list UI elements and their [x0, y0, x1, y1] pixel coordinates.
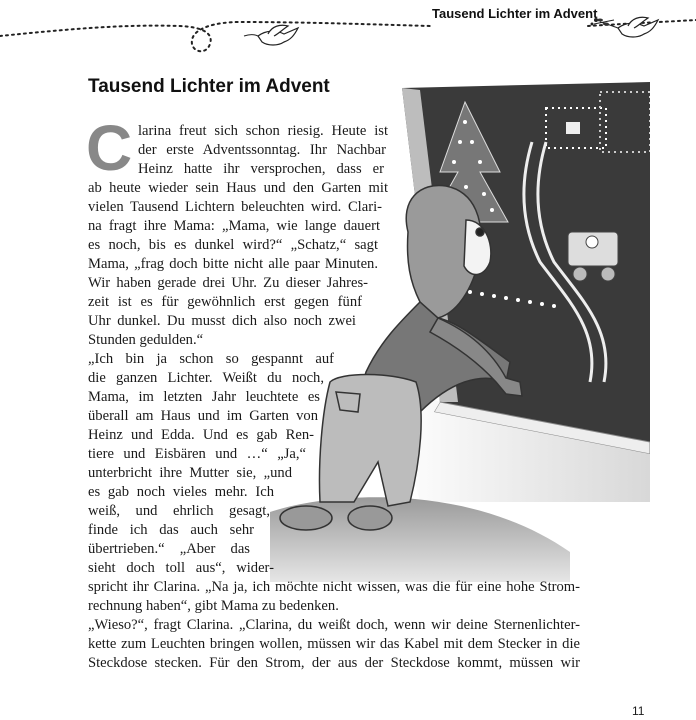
text-line: finde ich das auch sehr	[88, 522, 254, 538]
text-line: unterbricht ihre Mutter sie, „und	[88, 465, 292, 481]
text-line: tiere und Eisbären und …“ „Ja,“	[88, 446, 306, 462]
text-line: zeit ist es für gewöhnlich erst gegen fünf	[88, 294, 362, 310]
running-header: Tausend Lichter im Advent	[432, 6, 598, 21]
text-line: Mama, im letzten Jahr leuchtete es	[88, 389, 320, 405]
text-line: na fragt ihre Mama: „Mama, wie lange dauert	[88, 218, 380, 234]
text-line: larina freut sich schon riesig. Heute ist	[138, 123, 388, 139]
text-line: Heinz hatte ihr versprochen, dass er	[138, 161, 384, 177]
dove-icon	[244, 25, 298, 45]
text-line: Wir haben gerade drei Uhr. Zu dieser Jahres-	[88, 275, 368, 291]
page-number: 11	[632, 704, 645, 718]
text-line: Stunden gedulden.“	[88, 332, 204, 348]
text-line: rechnung haben“, gibt Mama zu bedenken.	[88, 598, 339, 614]
drop-cap: C	[86, 112, 133, 184]
text-line: kette zum Leuchten bringen wollen, müssen wir das Kabel mit dem Stecker in die	[88, 636, 580, 652]
text-line: ab heute wieder sein Haus und den Garten mit	[88, 180, 388, 196]
text-line: der erste Adventssonntag. Ihr Nachbar	[138, 142, 386, 158]
text-line: es noch, bis es dunkel wird?“ „Schatz,“ sagt	[88, 237, 378, 253]
text-line: vielen Tausend Lichtern beleuchten wird. Clari-	[88, 199, 382, 215]
text-line: „Wieso?“, fragt Clarina. „Clarina, du weißt doch, wenn wir deine Sternenlichter-	[88, 617, 580, 633]
text-line: spricht ihr Clarina. „Na ja, ich möchte nicht wissen, was die für eine hohe Strom-	[88, 579, 580, 595]
text-line: „Ich bin ja schon so gespannt auf	[88, 351, 334, 367]
text-line: Heinz und Edda. Und es gab Ren-	[88, 427, 314, 443]
text-line: Steckdose stecken. Für den Strom, der aus der Steckdose kommt, müssen wir	[88, 655, 580, 671]
text-line: die ganzen Lichter. Weißt du noch,	[88, 370, 324, 386]
story-title: Tausend Lichter im Advent	[88, 76, 330, 97]
text-line: sieht doch toll aus“, wider-	[88, 560, 274, 576]
text-line: Mama, „frag doch bitte nicht alle paar Minuten.	[88, 256, 378, 272]
text-line: Uhr dunkel. Du musst dich also noch zwei	[88, 313, 356, 329]
text-line: es gab noch vieles mehr. Ich	[88, 484, 274, 500]
text-line: überall am Haus und im Garten von	[88, 408, 318, 424]
text-line: weiß, und ehrlich gesagt,	[88, 503, 270, 519]
text-line: übertrieben.“ „Aber das	[88, 541, 250, 557]
